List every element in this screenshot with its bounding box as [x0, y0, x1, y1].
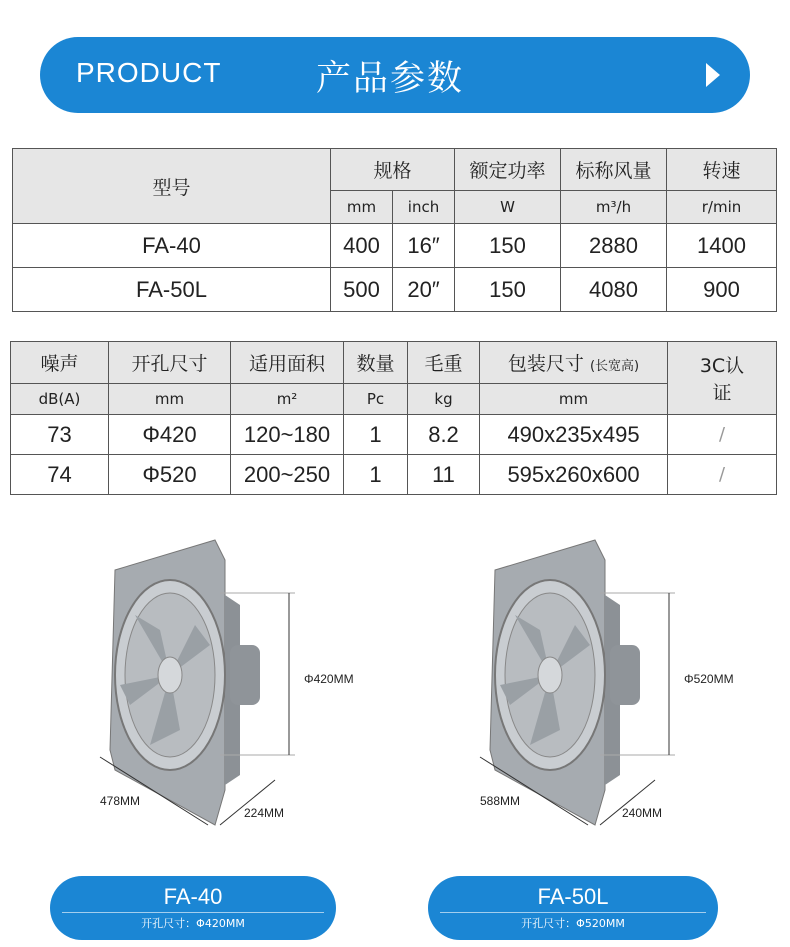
unit-hole: mm	[109, 384, 231, 415]
row2-weight: 11	[408, 455, 480, 495]
fan1-hole-text: 开孔尺寸：Φ420MM	[141, 917, 245, 930]
spec-table-1	[12, 148, 777, 312]
row1-inch: 16″	[393, 224, 455, 268]
row2-speed: 900	[667, 268, 777, 312]
header-model: 型号	[13, 149, 331, 224]
row1-speed: 1400	[667, 224, 777, 268]
unit-power: W	[455, 191, 561, 224]
header-qty: 数量	[344, 342, 408, 384]
unit-weight: kg	[408, 384, 480, 415]
header-hole: 开孔尺寸	[109, 342, 231, 384]
row2-cert: /	[668, 455, 777, 495]
row2-inch: 20″	[393, 268, 455, 312]
fan2-width: 588MM	[480, 794, 521, 808]
model-label-fa40	[50, 876, 336, 940]
unit-qty: Pc	[344, 384, 408, 415]
row1-qty: 1	[344, 415, 408, 455]
fan1-depth: 224MM	[244, 806, 285, 820]
unit-pack: mm	[480, 384, 668, 415]
unit-noise: dB(A)	[11, 384, 109, 415]
model-label-fa50l	[428, 876, 718, 940]
row2-area: 200~250	[231, 455, 344, 495]
row2-model: FA-50L	[13, 268, 331, 312]
play-arrow-icon	[706, 63, 720, 87]
row1-cert: /	[668, 415, 777, 455]
header-pack	[480, 342, 668, 384]
row2-noise: 74	[11, 455, 109, 495]
row2-airflow: 4080	[561, 268, 667, 312]
row2-qty: 1	[344, 455, 408, 495]
row1-hole: Φ420	[109, 415, 231, 455]
fan2-model: FA-50L	[537, 884, 609, 909]
spec-table-2	[10, 341, 777, 495]
header-noise: 噪声	[11, 342, 109, 384]
header-pack-note: (长宽高)	[589, 359, 640, 374]
row1-pack: 490x235x495	[480, 415, 668, 455]
fan2-diameter: Φ520MM	[684, 672, 734, 686]
fan-dimension-lines-1	[90, 535, 310, 835]
section-banner	[40, 37, 750, 113]
unit-mm: mm	[331, 191, 393, 224]
row1-airflow: 2880	[561, 224, 667, 268]
fan1-diameter: Φ420MM	[304, 672, 354, 686]
row1-mm: 400	[331, 224, 393, 268]
banner-chinese-title: 产品参数	[316, 59, 465, 99]
row1-power: 150	[455, 224, 561, 268]
row2-power: 150	[455, 268, 561, 312]
banner-english-title: PRODUCT	[76, 57, 222, 88]
row2-hole: Φ520	[109, 455, 231, 495]
row2-mm: 500	[331, 268, 393, 312]
divider	[440, 912, 706, 913]
row1-area: 120~180	[231, 415, 344, 455]
header-spec: 规格	[331, 149, 455, 191]
header-weight: 毛重	[408, 342, 480, 384]
header-airflow: 标称风量	[561, 149, 667, 191]
fan1-model: FA-40	[163, 884, 223, 909]
row1-noise: 73	[11, 415, 109, 455]
row1-weight: 8.2	[408, 415, 480, 455]
divider	[62, 912, 324, 913]
unit-airflow: m³/h	[561, 191, 667, 224]
fan-dimension-lines-2	[470, 535, 690, 835]
fan2-hole-text: 开孔尺寸：Φ520MM	[521, 917, 625, 930]
fan2-depth: 240MM	[622, 806, 663, 820]
row1-model: FA-40	[13, 224, 331, 268]
header-power: 额定功率	[455, 149, 561, 191]
header-area: 适用面积	[231, 342, 344, 384]
fan1-width: 478MM	[100, 794, 141, 808]
unit-speed: r/min	[667, 191, 777, 224]
unit-area: m²	[231, 384, 344, 415]
unit-inch: inch	[393, 191, 455, 224]
row2-pack: 595x260x600	[480, 455, 668, 495]
header-pack-label: 包装尺寸	[507, 353, 584, 375]
header-cert: 3C认证	[668, 342, 777, 415]
header-speed: 转速	[667, 149, 777, 191]
